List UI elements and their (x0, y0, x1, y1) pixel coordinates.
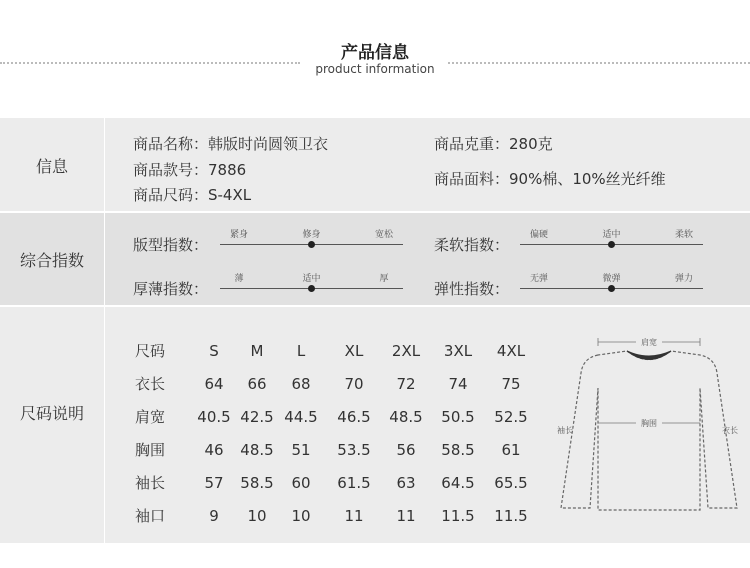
tick-label: 薄 (234, 274, 244, 284)
table-cell: 72 (396, 374, 416, 393)
table-cell: 袖长 (135, 474, 166, 492)
table-cell: 57 (204, 473, 224, 492)
table-row (125, 499, 531, 532)
tick-label: 弹力 (674, 274, 694, 284)
table-header-cell: 2XL (391, 341, 421, 360)
table-header-row (125, 334, 531, 367)
table-cell: 44.5 (284, 407, 318, 426)
table-cell: 肩宽 (135, 408, 166, 426)
table-cell: 68 (291, 374, 311, 393)
table-header-cell: S (209, 341, 219, 360)
table-cell: 46 (204, 440, 224, 459)
table-cell: 53.5 (337, 440, 371, 459)
table-cell: 64.5 (441, 473, 475, 492)
table-cell: 75 (501, 374, 521, 393)
table-cell: 衣长 (135, 375, 166, 393)
table-header-cell: L (296, 341, 306, 360)
table-cell: 64 (204, 374, 224, 393)
section-subtitle: product information (315, 62, 435, 76)
tick-label: 适中 (302, 274, 321, 284)
product-code: 商品款号：7886 (133, 161, 247, 179)
size-table (125, 334, 531, 532)
tick-label: 宽松 (374, 230, 394, 240)
index-marker (308, 285, 315, 292)
table-cell: 56 (396, 440, 416, 459)
index-marker (608, 241, 615, 248)
chest-label: 胸围 (641, 419, 657, 428)
index-label-softness: 柔软指数： (434, 236, 510, 254)
table-cell: 74 (448, 374, 468, 393)
length-label: 衣长 (722, 426, 738, 435)
table-header-cell: 3XL (443, 341, 473, 360)
table-cell: 11 (344, 506, 364, 525)
table-cell: 9 (209, 506, 219, 525)
index-slider-thickness (220, 268, 403, 308)
index-slider-elasticity (520, 268, 703, 308)
table-cell: 50.5 (441, 407, 475, 426)
table-cell: 10 (291, 506, 311, 525)
table-cell: 70 (344, 374, 364, 393)
collar (627, 351, 671, 360)
table-cell: 61.5 (337, 473, 371, 492)
tick-label: 修身 (302, 230, 321, 240)
tick-label: 柔软 (674, 230, 694, 240)
indices-label: 综合指数 (19, 250, 84, 270)
index-label-thickness: 厚薄指数： (133, 280, 209, 298)
table-cell: 51 (291, 440, 311, 459)
product-weight: 商品克重：280克 (434, 135, 553, 153)
table-row (125, 466, 531, 499)
table-cell: 胸围 (135, 441, 166, 459)
index-marker (308, 241, 315, 248)
table-cell: 42.5 (240, 407, 274, 426)
index-label-elasticity: 弹性指数： (434, 280, 510, 298)
table-cell: 11 (396, 506, 416, 525)
table-cell: 48.5 (240, 440, 274, 459)
tick-label: 偏硬 (529, 230, 549, 240)
table-cell: 60 (291, 473, 311, 492)
table-cell: 11.5 (441, 506, 475, 525)
table-cell: 65.5 (494, 473, 528, 492)
table-cell: 52.5 (494, 407, 528, 426)
sweatshirt-outline (561, 351, 737, 510)
section-title: 产品信息 (341, 43, 409, 63)
tick-label: 微弹 (602, 274, 621, 284)
table-cell: 63 (396, 473, 416, 492)
table-row (125, 433, 531, 466)
column-divider (104, 118, 105, 543)
product-name: 商品名称：韩版时尚圆领卫衣 (133, 135, 329, 153)
product-fabric: 商品面料：90%棉、10%丝光纤维 (434, 170, 666, 188)
tick-label: 紧身 (229, 230, 249, 240)
table-cell: 66 (247, 374, 267, 393)
sweatshirt-diagram (548, 328, 748, 518)
table-cell: 袖口 (135, 507, 166, 525)
tick-label: 厚 (379, 274, 389, 284)
table-cell: 61 (501, 440, 521, 459)
info-label: 信息 (35, 156, 68, 176)
tick-label: 无弹 (529, 274, 549, 284)
table-cell: 58.5 (240, 473, 274, 492)
index-slider-softness (520, 224, 703, 264)
table-cell: 10 (247, 506, 267, 525)
tick-label: 适中 (602, 230, 621, 240)
sleeve-label: 袖长 (557, 426, 573, 435)
index-marker (608, 285, 615, 292)
table-row (125, 400, 531, 433)
table-header-cell: M (250, 341, 264, 360)
index-slider-fit (220, 224, 403, 264)
product-size: 商品尺码：S-4XL (133, 186, 252, 204)
table-cell: 58.5 (441, 440, 475, 459)
table-row (125, 367, 531, 400)
table-header-cell: 尺码 (135, 342, 166, 360)
table-cell: 48.5 (389, 407, 423, 426)
size-label: 尺码说明 (19, 403, 84, 423)
info-band (0, 118, 750, 212)
index-label-fit: 版型指数： (133, 236, 209, 254)
table-header-cell: XL (344, 341, 364, 360)
table-cell: 40.5 (197, 407, 231, 426)
table-header-cell: 4XL (496, 341, 526, 360)
shoulder-label: 肩宽 (641, 338, 657, 347)
table-cell: 11.5 (494, 506, 528, 525)
table-cell: 46.5 (337, 407, 371, 426)
